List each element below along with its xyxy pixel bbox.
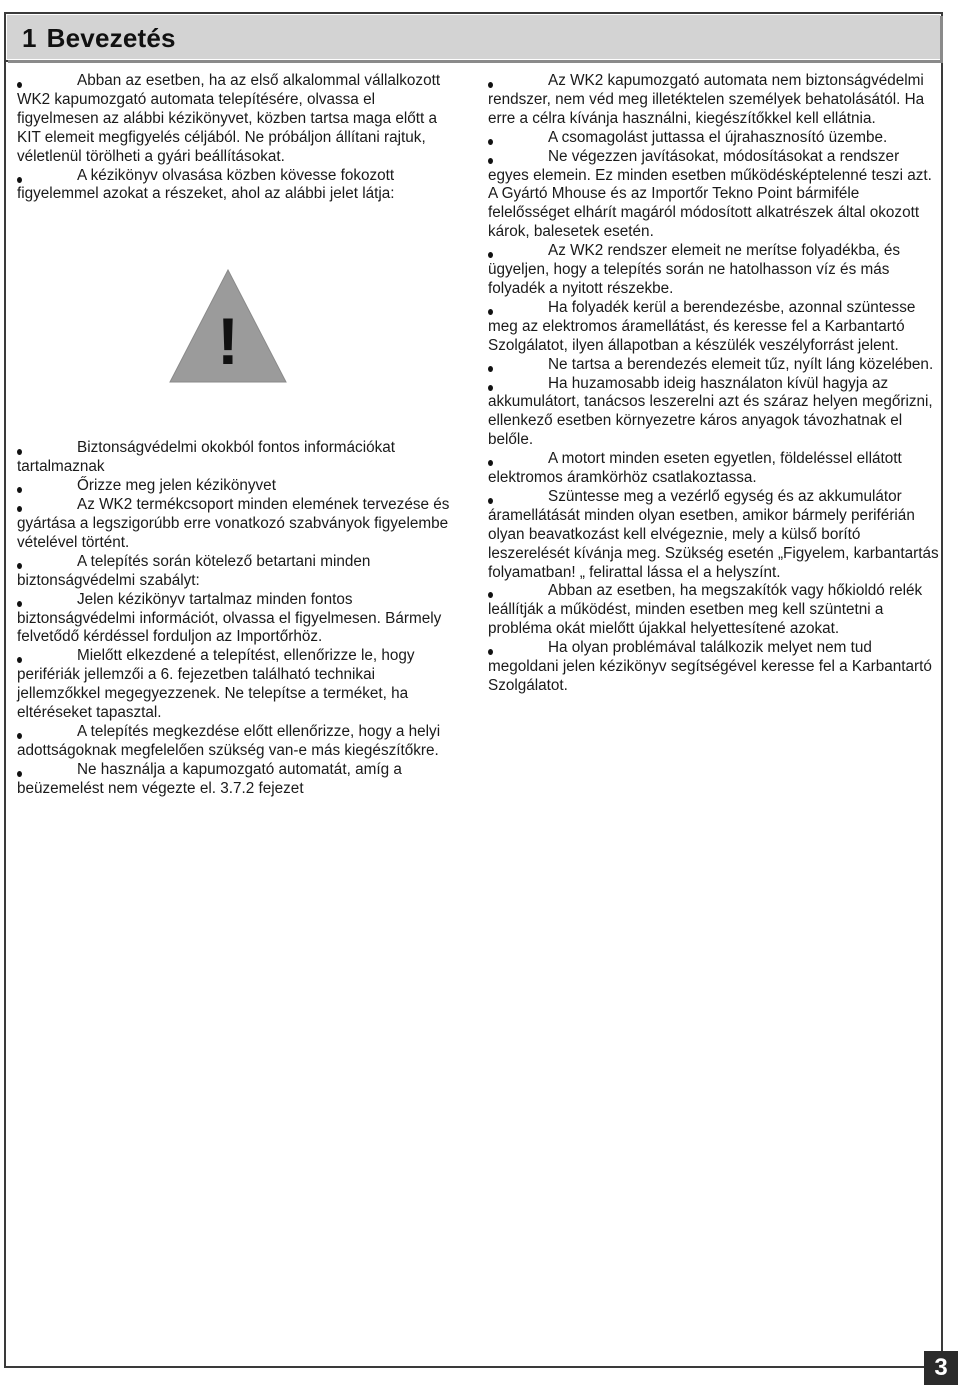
warning-exclamation: ! [217, 304, 239, 378]
section-title-text: Bevezetés [46, 23, 176, 53]
bullet-item: A motort minden eseten egyetlen, földeléssel ellátott elektromos áramkörhöz csatlakoztassa. [488, 450, 943, 488]
bullet-item: Mielőtt elkezdené a telepítést, ellenőrizze le, hogy perifériák jellemzői a 6. fejezetben található technikai jellemzőkkel megegyezzenek. Ne telepítse a terméket, ha eltéréseket tapasztal. [17, 647, 457, 723]
bullet-item: Abban az esetben, ha megszakítók vagy hőkioldó relék leállítják a működést, minden esetben meg kell szüntetni a probléma okát mielőtt újakkal helyettesítené azokat. [488, 582, 943, 639]
bullet-item: Ha folyadék kerül a berendezésbe, azonnal szüntesse meg az elektromos áramellátást, és keresse fel a Karbantartó Szolgálatot, ilyen állapotban a készülék veszélyforrást jelent. [488, 299, 943, 356]
bullet-item: A telepítés során kötelező betartani minden biztonságvédelmi szabályt: [17, 553, 457, 591]
bullet-item: Szüntesse meg a vezérlő egység és az akkumulátor áramellátását minden olyan esetben, amikor bármely periférián olyan beavatkozást kell elvégeznie, mely a külső borító leszerelését kívánja meg. Szükség esetén „Figyelem, karbantartás folyamatban! „ felirattal lássa el a helyszínt. [488, 488, 943, 583]
section-number: 1 [22, 23, 37, 53]
bullet-item: Ne használja a kapumozgató automatát, amíg a beüzemelést nem végezte el. 3.7.2 fejezet [17, 761, 457, 799]
bullet-item: Ha huzamosabb ideig használaton kívül hagyja az akkumulátort, tanácsos leszerelni azt és száraz helyen megőrizni, ellenkező esetben környezetre káros anyagok távozhatnak el belőle. [488, 375, 943, 451]
bullet-item: Az WK2 rendszer elemeit ne merítse folyadékba, és ügyeljen, hogy a telepítés során ne hatolhasson víz és más folyadék a nyitott részekbe. [488, 242, 943, 299]
bullet-item: Ne tartsa a berendezés elemeit tűz, nyílt láng közelében. [488, 356, 943, 375]
page-number: 3 [924, 1351, 958, 1385]
bullet-item: Az WK2 kapumozgató automata nem biztonságvédelmi rendszer, nem véd meg illetéktelen személyek behatolásától. Ha erre a célra kívánja használni, kiegészítőkkel kell ellátnia. [488, 72, 943, 129]
bullet-item: A telepítés megkezdése előtt ellenőrizze, hogy a helyi adottságoknak megfelelően szükség van-e más kiegészítőkre. [17, 723, 457, 761]
bullet-item: Az WK2 termékcsoport minden elemének tervezése és gyártása a legszigorúbb erre vonatkozó szabványok figyelembe vételével történt. [17, 496, 457, 553]
bullet-item: Őrizze meg jelen kézikönyvet [17, 477, 457, 496]
section-title [22, 23, 176, 54]
bullet-item: Abban az esetben, ha az első alkalommal vállalkozott WK2 kapumozgató automata telepítésére, olvassa el figyelmesen az alábbi kézikönyvet, közben tartsa maga előtt a KIT elemeit megfigyelés céljából. Ne próbáljon állítani rajtuk, véletlenül törölheti a gyári beállításokat. [17, 72, 457, 167]
bullet-item: A kézikönyv olvasása közben kövesse fokozott figyelemmel azokat a részeket, ahol az alábbi jelet látja: [17, 167, 457, 205]
right-column [488, 72, 943, 696]
bullet-item: Ha olyan problémával találkozik melyet nem tud megoldani jelen kézikönyv segítségével keresse fel a Karbantartó Szolgálatot. [488, 639, 943, 696]
section-header [4, 12, 943, 62]
bullet-item: Ne végezzen javításokat, módosításokat a rendszer egyes elemein. Ez minden esetben működésképtelenné teszi azt. A Gyártó Mhouse és az Importőr Tekno Point bármiféle felelősséget elhárít magáról módosított alkatrészek által okozott károk, balesetek esetén. [488, 148, 943, 243]
left-column [17, 72, 457, 799]
warning-triangle-icon [168, 268, 288, 384]
bullet-item: Biztonságvédelmi okokból fontos információkat tartalmaznak [17, 439, 457, 477]
bullet-item: Jelen kézikönyv tartalmaz minden fontos biztonságvédelmi információt, olvassa el figyelmesen. Bármely felvetődő kérdéssel forduljon az Importőrhöz. [17, 591, 457, 648]
bullet-item: A csomagolást juttassa el újrahasznosító üzembe. [488, 129, 943, 148]
